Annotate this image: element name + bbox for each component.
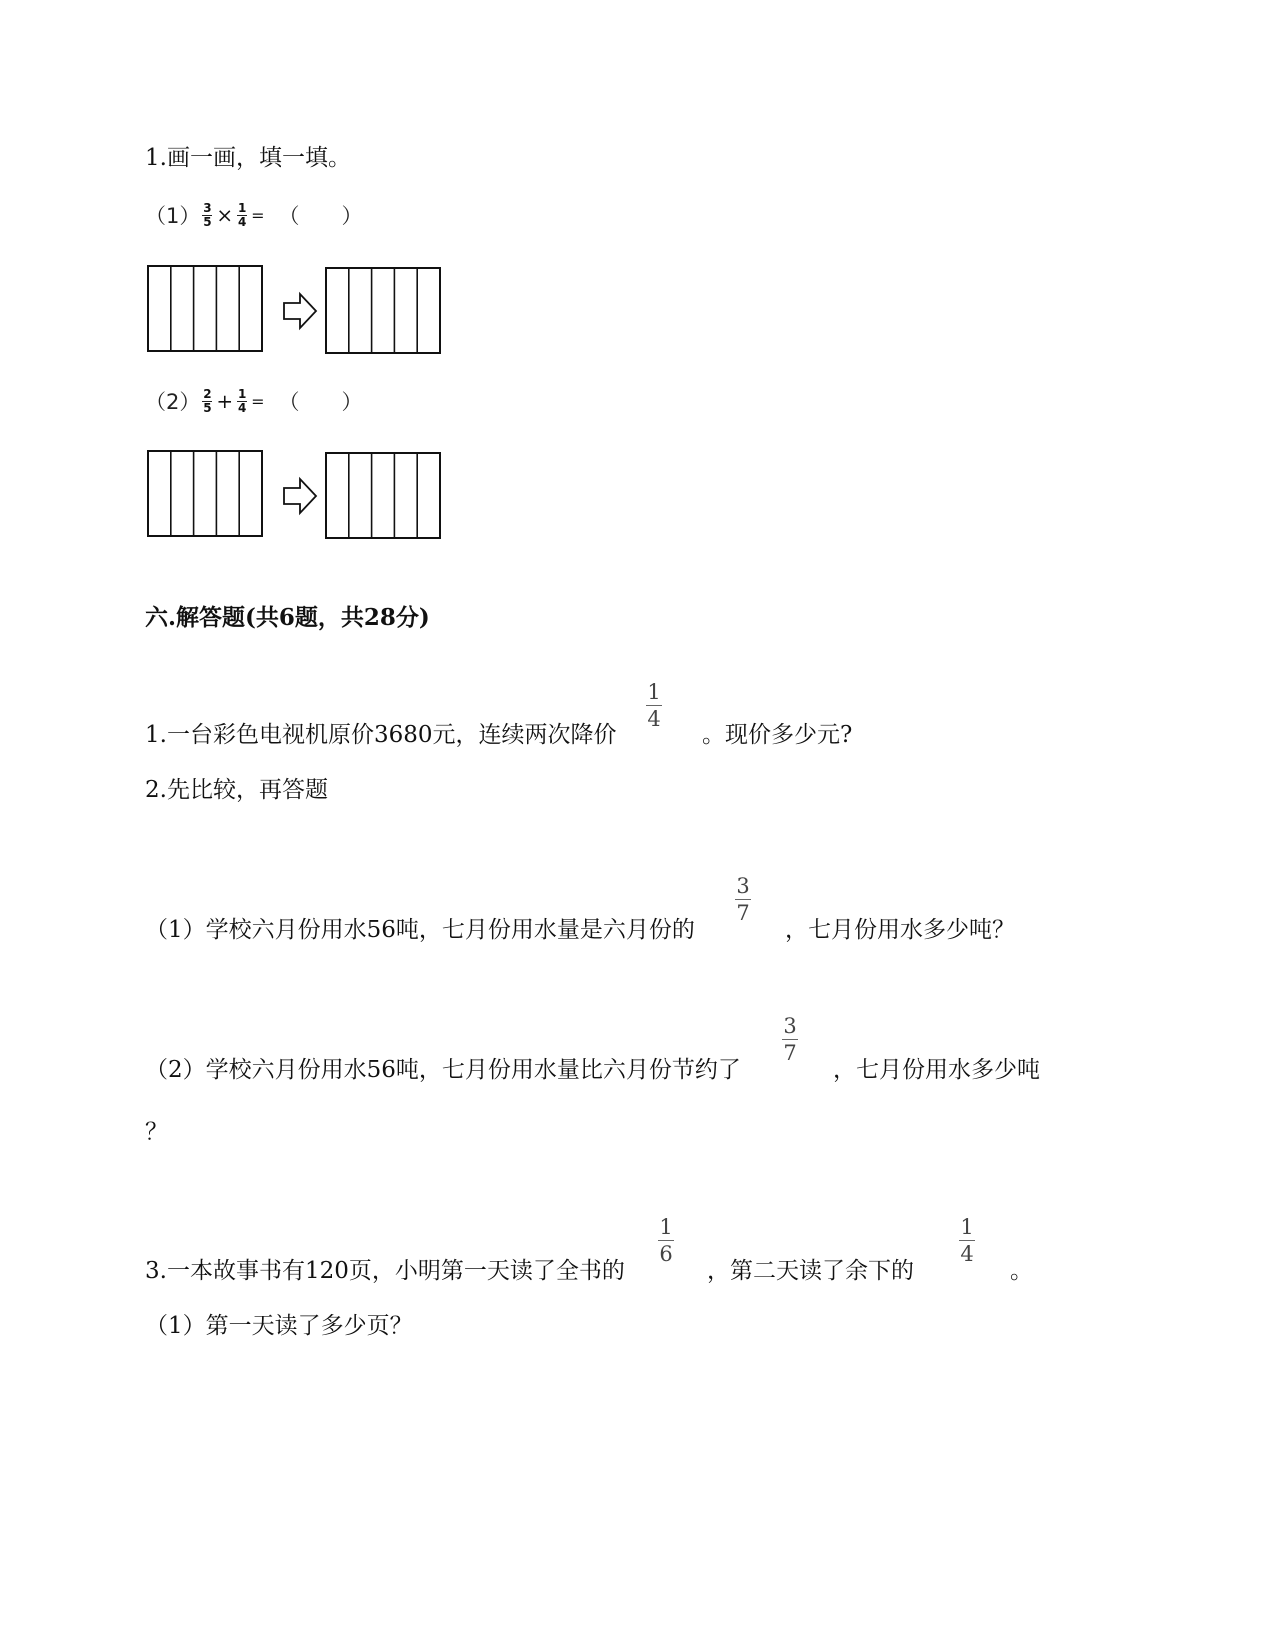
q2-p1-text-before: （1）学校六月份用水56吨，七月份用水量是六月份的 [145, 917, 695, 943]
question-title: 1.画一画，填一填。 [145, 145, 351, 171]
arrow-right-icon [284, 294, 316, 328]
rectangle-before [148, 266, 262, 351]
q3-p1: （1）第一天读了多少页？ [145, 1313, 413, 1339]
operator: + [216, 389, 234, 413]
numerator: 1 [237, 200, 247, 215]
equals-sign: = [251, 205, 265, 225]
q2-p1-text-after: ，七月份用水多少吨？ [785, 917, 1015, 943]
q1-text-after: 。现价多少元? [702, 722, 853, 748]
part-label: （2） [145, 390, 201, 414]
fraction [237, 202, 247, 229]
q3-text-after: 。 [1010, 1258, 1033, 1284]
numerator: 3 [783, 1014, 797, 1038]
numerator: 3 [203, 200, 212, 215]
denominator: 5 [203, 214, 212, 229]
q2-p2-wrap: ？ [145, 1119, 168, 1145]
answer-blank[interactable]: （ ） [278, 390, 363, 414]
rectangle-after [326, 268, 440, 353]
denominator: 5 [203, 400, 212, 415]
fraction-diagram-1 [140, 258, 450, 358]
rectangle-after [326, 453, 440, 538]
answer-blank[interactable]: （ ） [278, 204, 363, 228]
fraction [202, 388, 212, 415]
section-heading: 六.解答题(共6题，共28分) [145, 604, 430, 631]
q2-p1-fraction [735, 874, 751, 925]
denominator: 4 [960, 1242, 974, 1266]
q2-p2-text-after: ，七月份用水多少吨 [833, 1057, 1040, 1083]
expression-1 [145, 200, 363, 230]
q1-fraction [646, 680, 662, 731]
q2-p2-text-before: （2）学校六月份用水56吨，七月份用水量比六月份节约了 [145, 1057, 741, 1083]
fraction [237, 388, 247, 415]
arrow-right-icon [284, 479, 316, 513]
equals-sign: = [251, 391, 265, 411]
numerator: 1 [647, 680, 661, 704]
numerator: 1 [237, 386, 247, 401]
numerator: 1 [659, 1215, 673, 1239]
q2-title: 2.先比较，再答题 [145, 777, 328, 803]
denominator: 7 [783, 1041, 797, 1065]
operator: × [216, 203, 234, 227]
expression-2 [145, 386, 363, 416]
part-label: （1） [145, 204, 201, 228]
q2-p2-fraction [782, 1014, 798, 1065]
denominator: 4 [647, 707, 661, 731]
fraction [202, 202, 212, 229]
denominator: 4 [237, 400, 247, 415]
q3-text-mid: ，第二天读了余下的 [707, 1258, 914, 1284]
q3-text-before: 3.一本故事书有120页，小明第一天读了全书的 [145, 1258, 625, 1284]
denominator: 7 [736, 901, 750, 925]
rectangle-before [148, 451, 262, 536]
q1-text-before: 1.一台彩色电视机原价3680元，连续两次降价 [145, 722, 617, 748]
q3-fraction-2 [959, 1215, 975, 1266]
denominator: 4 [237, 214, 247, 229]
denominator: 6 [659, 1242, 673, 1266]
numerator: 1 [960, 1215, 974, 1239]
numerator: 3 [736, 874, 750, 898]
q3-fraction-1 [658, 1215, 674, 1266]
numerator: 2 [203, 386, 212, 401]
fraction-diagram-2 [140, 443, 450, 543]
